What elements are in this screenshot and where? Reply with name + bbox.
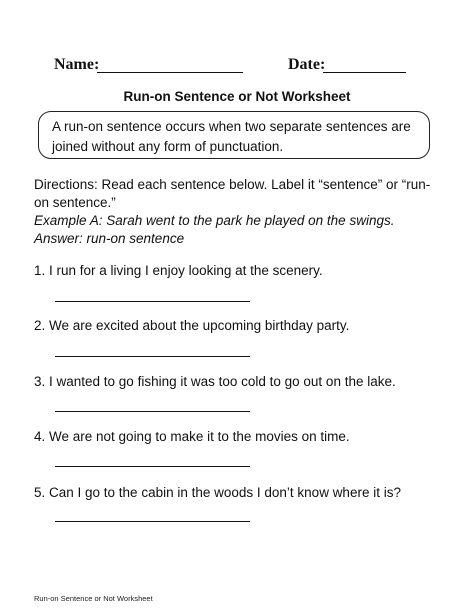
date-label: Date:: [288, 56, 326, 73]
example-answer: Answer: run-on sentence: [34, 231, 185, 246]
worksheet-title: Run-on Sentence or Not Worksheet: [123, 89, 351, 104]
question-4: 4. We are not going to make it to the movies on time.: [34, 429, 350, 444]
question-1: 1. I run for a living I enjoy looking at the scenery.: [34, 263, 323, 278]
name-label: Name:: [54, 56, 100, 73]
directions-text: Directions: Read each sentence below. Label it “sentence” or “run-on sentence.”: [34, 177, 431, 210]
definition-box: [38, 111, 430, 159]
answer-line-3: [55, 411, 250, 412]
question-5: 5. Can I go to the cabin in the woods I don’t know where it is?: [34, 485, 401, 500]
name-blank-line: [97, 72, 243, 73]
answer-line-4: [55, 466, 250, 467]
answer-line-1: [55, 301, 250, 302]
answer-line-5: [55, 521, 250, 522]
directions-block: [34, 176, 434, 248]
question-3: 3. I wanted to go fishing it was too cold to go out on the lake.: [34, 374, 396, 389]
question-2: 2. We are excited about the upcoming birthday party.: [34, 318, 350, 333]
answer-line-2: [55, 356, 250, 357]
header-row: [54, 55, 424, 77]
footer-text: Run-on Sentence or Not Worksheet: [34, 594, 153, 603]
example-text: Example A: Sarah went to the park he played on the swings.: [34, 213, 395, 228]
date-blank-line: [323, 72, 406, 73]
definition-text: A run-on sentence occurs when two separate sentences are joined without any form of punctuation.: [52, 119, 411, 154]
